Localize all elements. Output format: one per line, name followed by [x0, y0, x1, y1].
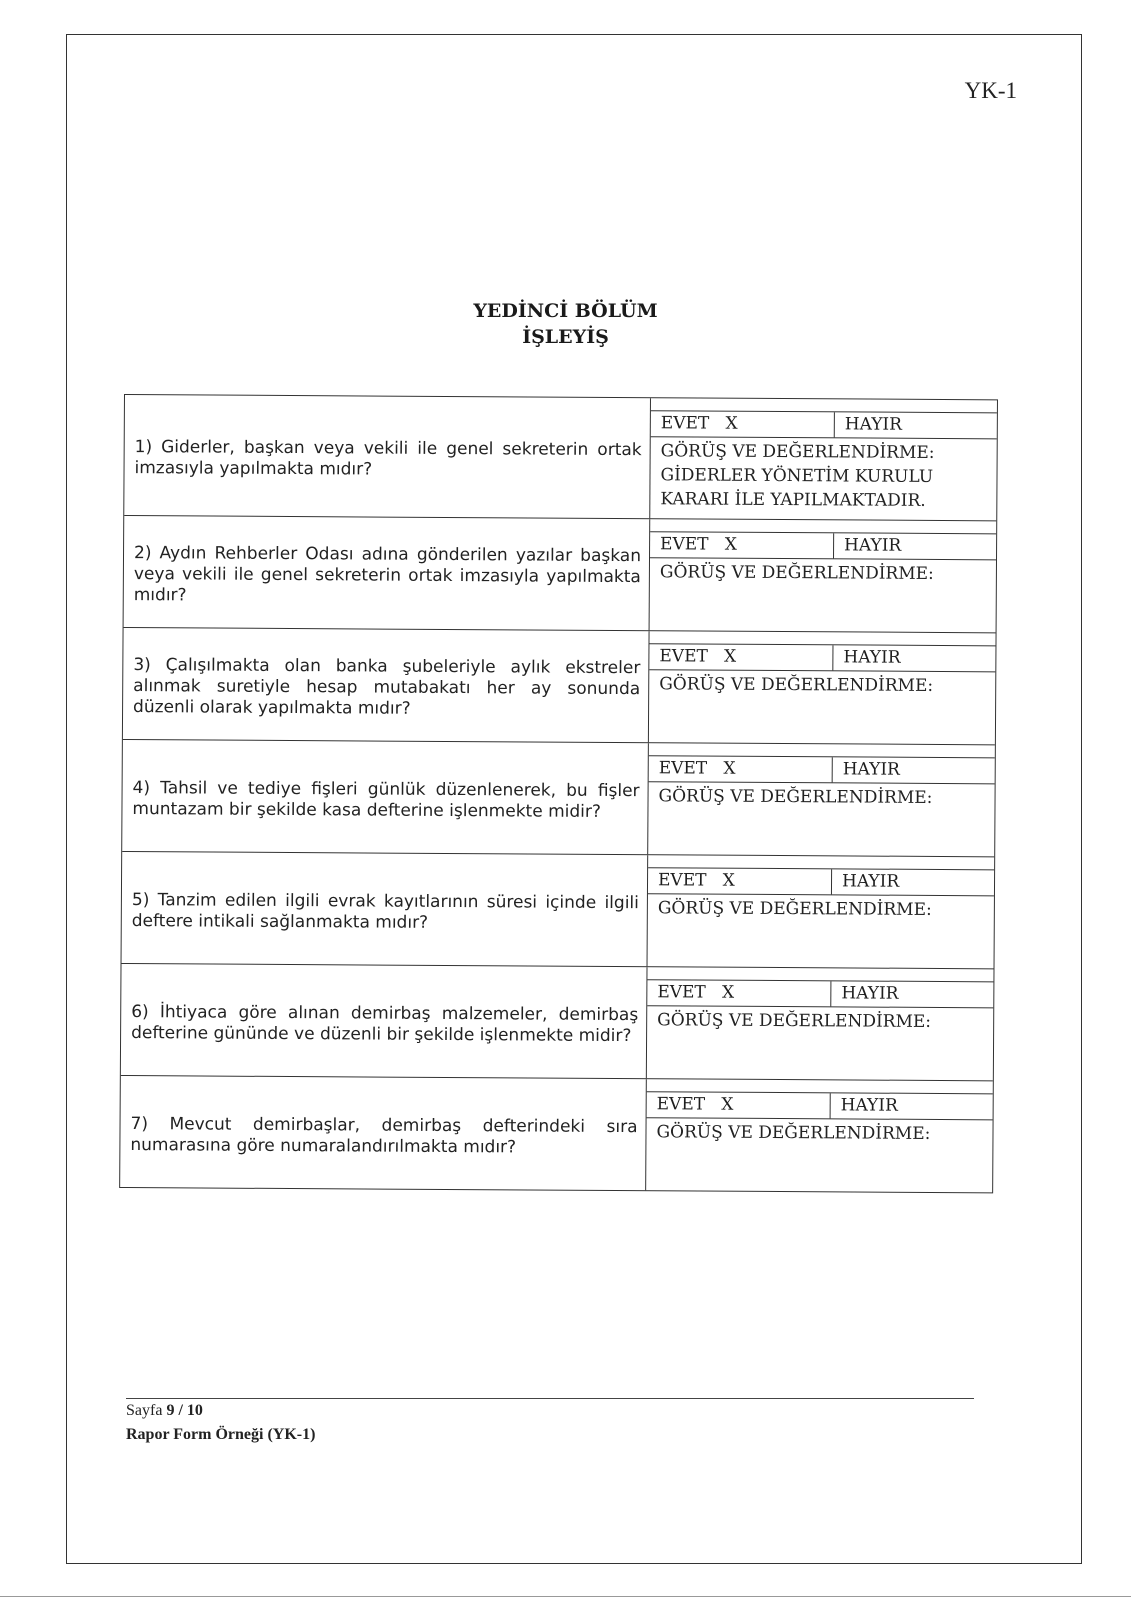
question-text-cell: [124, 395, 651, 518]
answer-options: [647, 1091, 993, 1120]
answer-cell: [650, 398, 997, 520]
answer-cell: [646, 1079, 993, 1192]
question-row: [123, 627, 996, 744]
comment-label: GÖRÜŞ VE DEĞERLENDİRME:: [658, 786, 933, 808]
comment-label: GÖRÜŞ VE DEĞERLENDİRME:: [659, 562, 934, 584]
comment-block: [647, 1006, 993, 1034]
evet-option: EVET X: [648, 868, 832, 894]
comment-block: [649, 670, 995, 698]
question-text: 4) Tahsil ve tediye fişleri günlük düzenlenerek, bu fişler muntazam bir şekilde kasa defterine işlenmekte midir?: [132, 777, 640, 822]
question-text: 5) Tanzim edilen ilgili evrak kayıtlarının süresi içinde ilgili deftere intikali sağlanmakta mıdır?: [131, 889, 639, 933]
hayir-option: HAYIR: [841, 983, 899, 1004]
question-text: 3) Çalışılmakta olan banka şubeleriyle aylık ekstreler alınmak suretiyle hesap mutabakatı her ay sonunda düzenli olarak yapılmakta mıdır?: [133, 655, 641, 719]
scan-edge-line: [0, 1596, 1131, 1597]
question-row: [121, 963, 994, 1080]
evet-option: EVET X: [649, 756, 833, 782]
evet-option: EVET X: [651, 411, 835, 437]
question-text-cell: [121, 964, 648, 1078]
page-indicator: [126, 1399, 974, 1423]
question-table: [119, 394, 998, 1193]
comment-label: GÖRÜŞ VE DEĞERLENDİRME:: [657, 1010, 932, 1032]
comment-block: [650, 437, 996, 513]
page-label: Sayfa: [126, 1402, 163, 1419]
question-text: 7) Mevcut demirbaşlar, demirbaş defterindeki sıra numarasına göre numaralandırılmakta mıdır?: [130, 1113, 638, 1157]
answer-cell: [648, 743, 995, 856]
answer-options: [649, 643, 995, 672]
question-text-cell: [122, 740, 649, 854]
question-text: 2) Aydın Rehberler Odası adına gönderilen yazılar başkan veya vekili ile genel sekreterin ortak imzasıyla yapılmakta mıdır?: [133, 543, 642, 606]
answer-options: [651, 410, 997, 439]
evet-option: EVET X: [647, 980, 831, 1006]
comment-label: GÖRÜŞ VE DEĞERLENDİRME:: [657, 898, 932, 920]
section-title: YEDİNCİ BÖLÜM: [473, 300, 658, 322]
section-header: [0, 298, 1131, 350]
section-subtitle: İŞLEYİŞ: [522, 326, 609, 348]
evet-option: EVET X: [647, 1092, 831, 1118]
answer-options: [648, 867, 994, 896]
document-code: YK-1: [964, 78, 1017, 103]
hayir-option: HAYIR: [844, 414, 903, 435]
question-text-cell: [122, 852, 649, 966]
answer-options: [649, 755, 995, 784]
answer-options: [647, 979, 993, 1008]
evet-option: EVET X: [649, 644, 833, 670]
hayir-option: HAYIR: [842, 759, 900, 780]
question-row: [122, 851, 995, 968]
comment-label: GÖRÜŞ VE DEĞERLENDİRME:: [660, 441, 935, 463]
hayir-option: HAYIR: [843, 647, 901, 668]
question-text-cell: [123, 628, 650, 742]
answer-cell: [649, 631, 996, 744]
answer-cell: [650, 519, 997, 632]
question-row: [124, 515, 997, 632]
comment-label: GÖRÜŞ VE DEĞERLENDİRME:: [659, 674, 934, 696]
comment-label: GÖRÜŞ VE DEĞERLENDİRME:: [656, 1122, 931, 1144]
question-text-cell: [124, 516, 651, 630]
page-footer: [126, 1398, 974, 1447]
question-text: 6) İhtiyaca göre alınan demirbaş malzemeler, demirbaş defterine gününde ve düzenli bir şekilde işlenmekte midir?: [131, 1001, 639, 1046]
comment-block: [648, 894, 994, 922]
hayir-option: HAYIR: [844, 535, 902, 556]
question-text-cell: [120, 1076, 647, 1190]
comment-block: [646, 1118, 992, 1146]
hayir-option: HAYIR: [841, 871, 900, 892]
question-text: 1) Giderler, başkan veya vekili ile genel sekreterin ortak imzasıyla yapılmakta mıdır?: [134, 437, 642, 480]
question-row: [120, 1075, 993, 1192]
hayir-option: HAYIR: [840, 1095, 898, 1116]
question-row: [124, 395, 997, 520]
answer-cell: [648, 855, 995, 968]
page-number: 9 / 10: [166, 1402, 203, 1419]
answer-cell: [647, 967, 994, 1080]
comment-block: [650, 558, 996, 586]
answer-options: [650, 531, 996, 560]
question-row: [122, 739, 995, 856]
comment-text: GİDERLER YÖNETİM KURULU KARARI İLE YAPILMAKTADIR.: [660, 465, 934, 511]
evet-option: EVET X: [650, 532, 834, 558]
form-name: Rapor Form Örneği (YK-1): [126, 1426, 316, 1443]
comment-block: [648, 782, 994, 810]
